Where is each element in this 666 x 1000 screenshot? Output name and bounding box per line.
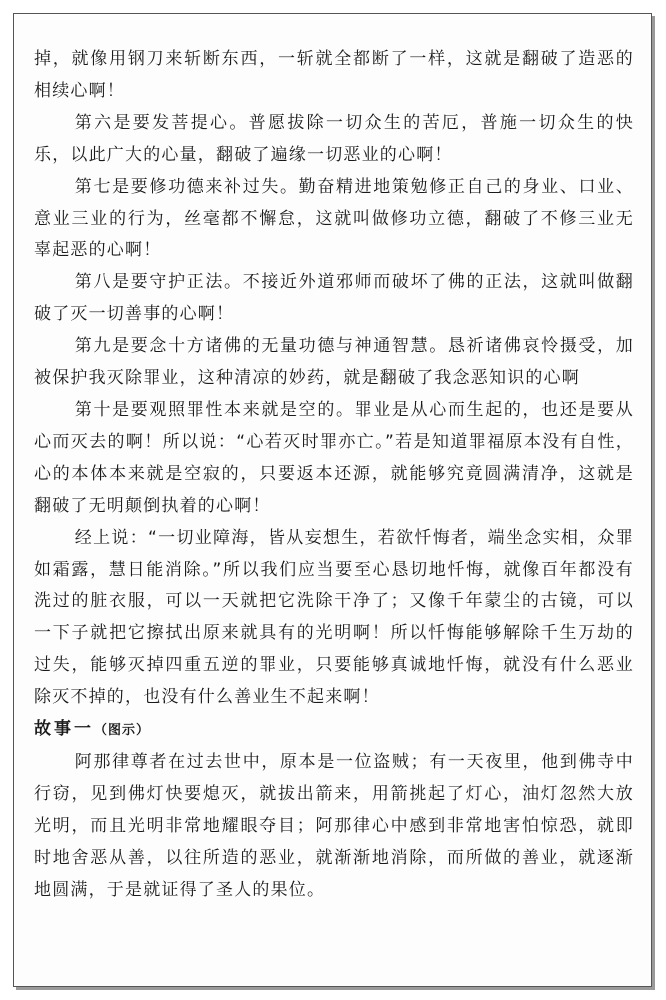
story-subtitle: （图示） (94, 723, 151, 739)
page-frame (13, 13, 652, 987)
paragraph-ninth: 第九是要念十方诸佛的无量功德与神通智慧。恳祈诸佛哀怜摄受，加被保护我灭除罪业，这种清凉的妙药，就是翻破了我念恶知识的心啊 (34, 336, 634, 389)
paragraph-sixth: 第六是要发菩提心。普愿拔除一切众生的苦厄，普施一切众生的快乐，以此广大的心量，翻破了遍缘一切恶业的心啊！ (34, 112, 634, 165)
paragraph-eighth: 第八是要守护正法。不接近外道邪师而破坏了佛的正法，这就叫做翻破了灭一切善事的心啊！ (34, 272, 634, 325)
paragraph-seventh: 第七是要修功德来补过失。勤奋精进地策勉修正自己的身业、口业、意业三业的行为，丝毫都不懈怠，这就叫做修功立德，翻破了不修三业无辜起恶的心啊！ (34, 176, 634, 261)
text-body (34, 44, 634, 906)
paragraph-continuation: 掉，就像用钢刀来斩断东西，一斩就全都断了一样，这就是翻破了造恶的相续心啊！ (34, 49, 634, 101)
paragraph-story: 阿那律尊者在过去世中，原本是一位盗贼；有一天夜里，他到佛寺中行窃，见到佛灯快要熄灭，就拔出箭来，用箭挑起了灯心，油灯忽然大放光明，而且光明非常地耀眼夺目；阿那律心中感到非常地害怕惊恐，就即时地舍恶从善，以往所造的恶业，就渐渐地消除，而所做的善业，就逐渐地圆满，于是就证得了圣人的果位。 (34, 751, 634, 900)
story-heading (34, 714, 634, 747)
paragraph-tenth: 第十是要观照罪性本来就是空的。罪业是从心而生起的，也还是要从心而灭去的啊！所以说：“心若灭时罪亦亡。”若是知道罪福原本没有自性，心的本体本来就是空寂的，只要返本还源，就能够究竟圆满清净，这就是翻破了无明颠倒执着的心啊！ (34, 399, 634, 516)
paragraph-sutra-quote: 经上说：“一切业障海，皆从妄想生，若欲忏悔者，端坐念实相，众罪如霜露，慧日能消除。”所以我们应当要至心恳切地忏悔，就像百年都没有洗过的脏衣服，可以一天就把它洗除干净了；又像千年蒙尘的古镜，可以一下子就把它擦拭出原来就具有的光明啊！所以忏悔能够解除千生万劫的过失，能够灭掉四重五逆的罪业，只要能够真诚地忏悔，就没有什么恶业除灭不掉的，也没有什么善业生不起来啊！ (34, 527, 634, 708)
story-title: 故事一 (34, 719, 94, 740)
